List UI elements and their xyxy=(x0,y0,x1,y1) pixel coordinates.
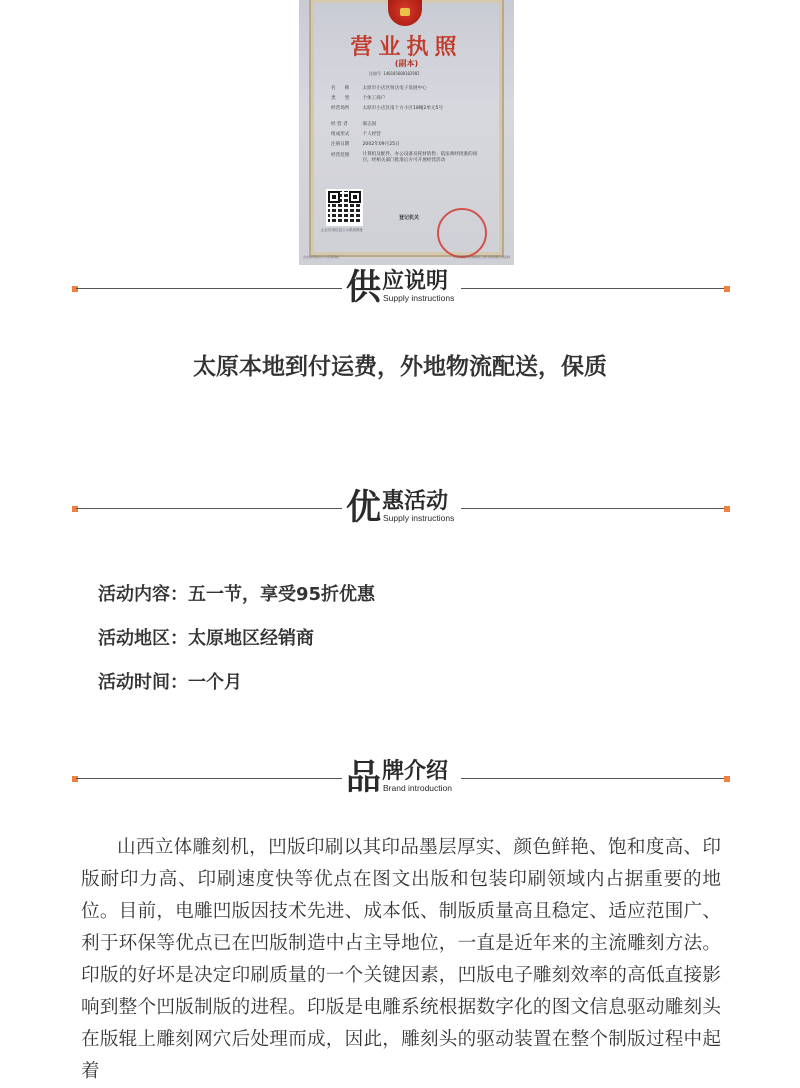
qr-caption: 企业信用信息公示系统网址 xyxy=(321,228,363,232)
section-title-small: 牌介绍 xyxy=(382,759,449,784)
section-title-big: 优 xyxy=(346,488,382,528)
license-row-key: 类 型 xyxy=(331,96,350,101)
license-row-key: 经营场所 xyxy=(331,106,350,111)
divider-line xyxy=(461,288,726,289)
license-row xyxy=(331,85,491,91)
license-row xyxy=(331,121,491,127)
section-subtitle-en: Supply instructions xyxy=(383,513,455,523)
license-row-key: 经营范围 xyxy=(331,153,350,158)
license-row-value: 太原市小店区恒达电子发展中心 xyxy=(362,86,427,91)
divider-line xyxy=(76,508,342,509)
promo-item: 活动地区：太原地区经销商 xyxy=(98,628,314,649)
promo-item: 活动时间：一个月 xyxy=(98,672,242,693)
accent-dot xyxy=(72,776,78,782)
business-license-photo xyxy=(299,0,514,265)
registration-authority: 登记机关 xyxy=(399,215,420,221)
license-row-value: 郝志国 xyxy=(362,122,377,127)
license-row xyxy=(331,105,491,111)
license-row xyxy=(331,131,491,137)
license-row-key: 组成形式 xyxy=(331,132,350,137)
section-subtitle-en: Brand introduction xyxy=(383,783,452,793)
license-row-value: 太原市小店区南十方小区18幢2单元5号 xyxy=(362,106,444,111)
accent-dot xyxy=(724,776,730,782)
qr-code-icon xyxy=(326,189,363,226)
license-row-key: 名 称 xyxy=(331,86,350,91)
license-subtitle: (副本) xyxy=(394,59,419,68)
official-seal-stamp xyxy=(437,208,487,258)
brand-introduction-paragraph: 山西立体雕刻机，凹版印刷以其印品墨层厚实、颜色鲜艳、饱和度高、印版耐印力高、印刷速度快等优点在图文出版和包装印刷领域内占据重要的地位。目前，电雕凹版因技术先进、成本低、制版质量高且稳定、适应范围广、利于环保等优点已在凹版制造中占主导地位，一直是近年来的主流雕刻方法。印版的好坏是决定印刷质量的一个关键因素，凹版电子雕刻效率的高低直接影响到整个凹版制版的进程。印版是电雕系统根据数字化的图文信息驱动雕刻头在版辊上雕刻网穴后处理而成，因此，雕刻头的驱动装置在整个制版过程中起着 xyxy=(81,837,721,1082)
section-header-brand xyxy=(72,760,730,800)
accent-dot xyxy=(724,506,730,512)
license-footer-left: 企业信用信息公示系统网址： xyxy=(303,255,343,259)
section-header-supply xyxy=(72,270,730,310)
section-title-big: 供 xyxy=(346,268,382,308)
section-title-small: 惠活动 xyxy=(382,489,449,514)
license-row-value: 计算机及配件、办公设备及耗材销售；依法须经批准的项目，经相关部门批准后方可开展经营活动 xyxy=(362,152,478,163)
accent-dot xyxy=(72,506,78,512)
supply-text: 太原本地到付运费，外地物流配送，保质 xyxy=(193,354,607,380)
license-row xyxy=(331,141,491,147)
divider-line xyxy=(461,778,726,779)
license-footer-right: 中华人民共和国国家工商行政管理总局监制 xyxy=(452,255,510,259)
section-subtitle-en: Supply instructions xyxy=(383,293,455,303)
section-title-small: 应说明 xyxy=(382,269,449,294)
license-row xyxy=(331,152,491,164)
divider-line xyxy=(76,288,342,289)
section-header-promo xyxy=(72,490,730,530)
accent-dot xyxy=(724,286,730,292)
license-row-value: 个人经营 xyxy=(362,132,381,137)
license-row-key: 注册日期 xyxy=(331,142,350,147)
license-row-value: 2002年09月25日 xyxy=(362,142,400,147)
license-row-value: 个体工商户 xyxy=(362,96,386,101)
license-reg-no: 注册号 140105600102982 xyxy=(369,71,420,76)
section-title-big: 品 xyxy=(346,758,382,798)
license-footer xyxy=(303,255,510,259)
license-title: 营业执照 xyxy=(350,34,463,60)
promo-item: 活动内容：五一节，享受95折优惠 xyxy=(98,584,376,605)
divider-line xyxy=(461,508,726,509)
divider-line xyxy=(76,778,342,779)
accent-dot xyxy=(72,286,78,292)
license-row xyxy=(331,95,491,101)
license-row-key: 经 营 者 xyxy=(331,122,348,127)
